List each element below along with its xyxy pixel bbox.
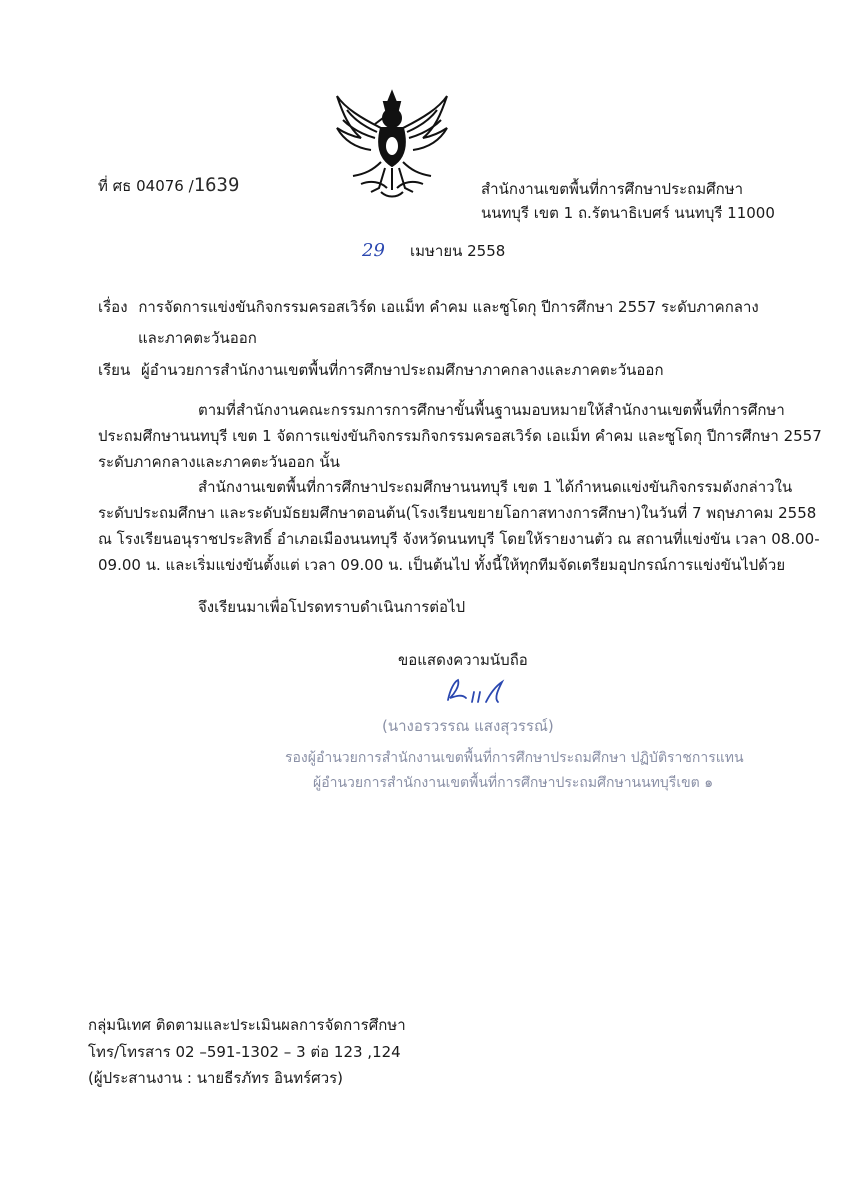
body-p2-line-1: สำนักงานเขตพื้นที่การศึกษาประถมศึกษานนทบุรี เขต 1 ได้กำหนดแข่งขันกิจกรรมดังกล่าวใน (198, 478, 793, 496)
body-p1-line-3: ระดับภาคกลางและภาคตะวันออก นั้น (98, 453, 340, 471)
date-day-handwritten: 29 (362, 240, 385, 261)
handwritten-signature (440, 672, 510, 708)
office-line-1: สำนักงานเขตพื้นที่การศึกษาประถมศึกษา (481, 180, 744, 198)
subject-line-1 (98, 297, 759, 317)
reference-prefix: ที่ ศธ 04076 / (98, 177, 194, 195)
reference-stamp-number: 1639 (193, 174, 240, 196)
signatory-position-line-2: ผู้อำนวยการสำนักงานเขตพื้นที่การศึกษาประถมศึกษานนทบุรีเขต ๑ (313, 775, 714, 791)
body-p2-line-4: 09.00 น. และเริ่มแข่งขันตั้งแต่ เวลา 09.00 น. เป็นต้นไป ทั้งนี้ให้ทุกทีมจัดเตรียมอุปกรณ์การแข่งขันไปด้วย (98, 556, 786, 574)
footer-phone: โทร/โทรสาร 02 –591-1302 – 3 ต่อ 123 ,124 (88, 1043, 401, 1061)
recipient-text: ผู้อำนวยการสำนักงานเขตพื้นที่การศึกษาประถมศึกษาภาคกลางและภาคตะวันออก (141, 361, 664, 379)
office-line-2: นนทบุรี เขต 1 ถ.รัตนาธิเบศร์ นนทบุรี 11000 (481, 204, 775, 222)
date-month-year: เมษายน 2558 (410, 242, 506, 260)
subject-line-2: และภาคตะวันออก (138, 329, 257, 347)
garuda-emblem-icon (331, 88, 453, 200)
signatory-position-line-1: รองผู้อำนวยการสำนักงานเขตพื้นที่การศึกษาประถมศึกษา ปฏิบัติราชการแทน (285, 750, 744, 766)
signatory-name: (นางอรวรรณ แสงสุวรรณ์) (382, 717, 554, 735)
body-p2-line-2: ระดับประถมศึกษา และระดับมัธยมศึกษาตอนต้น(โรงเรียนขยายโอกาสทางการศึกษา)ในวันที่ 7 พฤษภาคม 2558 (98, 504, 817, 522)
recipient-label: เรียน (98, 361, 131, 379)
closing-text: จึงเรียนมาเพื่อโปรดทราบดำเนินการต่อไป (198, 598, 466, 616)
footer-group: กลุ่มนิเทศ ติดตามและประเมินผลการจัดการศึกษา (88, 1016, 406, 1034)
footer-coordinator: (ผู้ประสานงาน : นายธีรภัทร อินทร์ศวร) (88, 1069, 344, 1087)
subject-text: การจัดการแข่งขันกิจกรรมครอสเวิร์ด เอแม็ท คำคม และซูโดกุ ปีการศึกษา 2557 ระดับภาคกลาง (138, 298, 759, 316)
date-line (362, 240, 505, 261)
subject-label: เรื่อง (98, 298, 128, 316)
reference-number (98, 175, 239, 196)
body-p1-line-2: ประถมศึกษานนทบุรี เขต 1 จัดการแข่งขันกิจกรรมกิจกรรมครอสเวิร์ด เอแม็ท คำคม และซูโดกุ ปีการศึกษา 2557 (98, 427, 822, 445)
recipient-line (98, 360, 664, 380)
regards-text: ขอแสดงความนับถือ (398, 651, 528, 669)
body-p2-line-3: ณ โรงเรียนอนุราชประสิทธิ์ อำเภอเมืองนนทบุรี จังหวัดนนทบุรี โดยให้รายงานตัว ณ สถานที่แข่งขัน เวลา 08.00- (98, 530, 820, 548)
body-p1-line-1: ตามที่สำนักงานคณะกรรมการการศึกษาขั้นพื้นฐานมอบหมายให้สำนักงานเขตพื้นที่การศึกษา (198, 401, 785, 419)
